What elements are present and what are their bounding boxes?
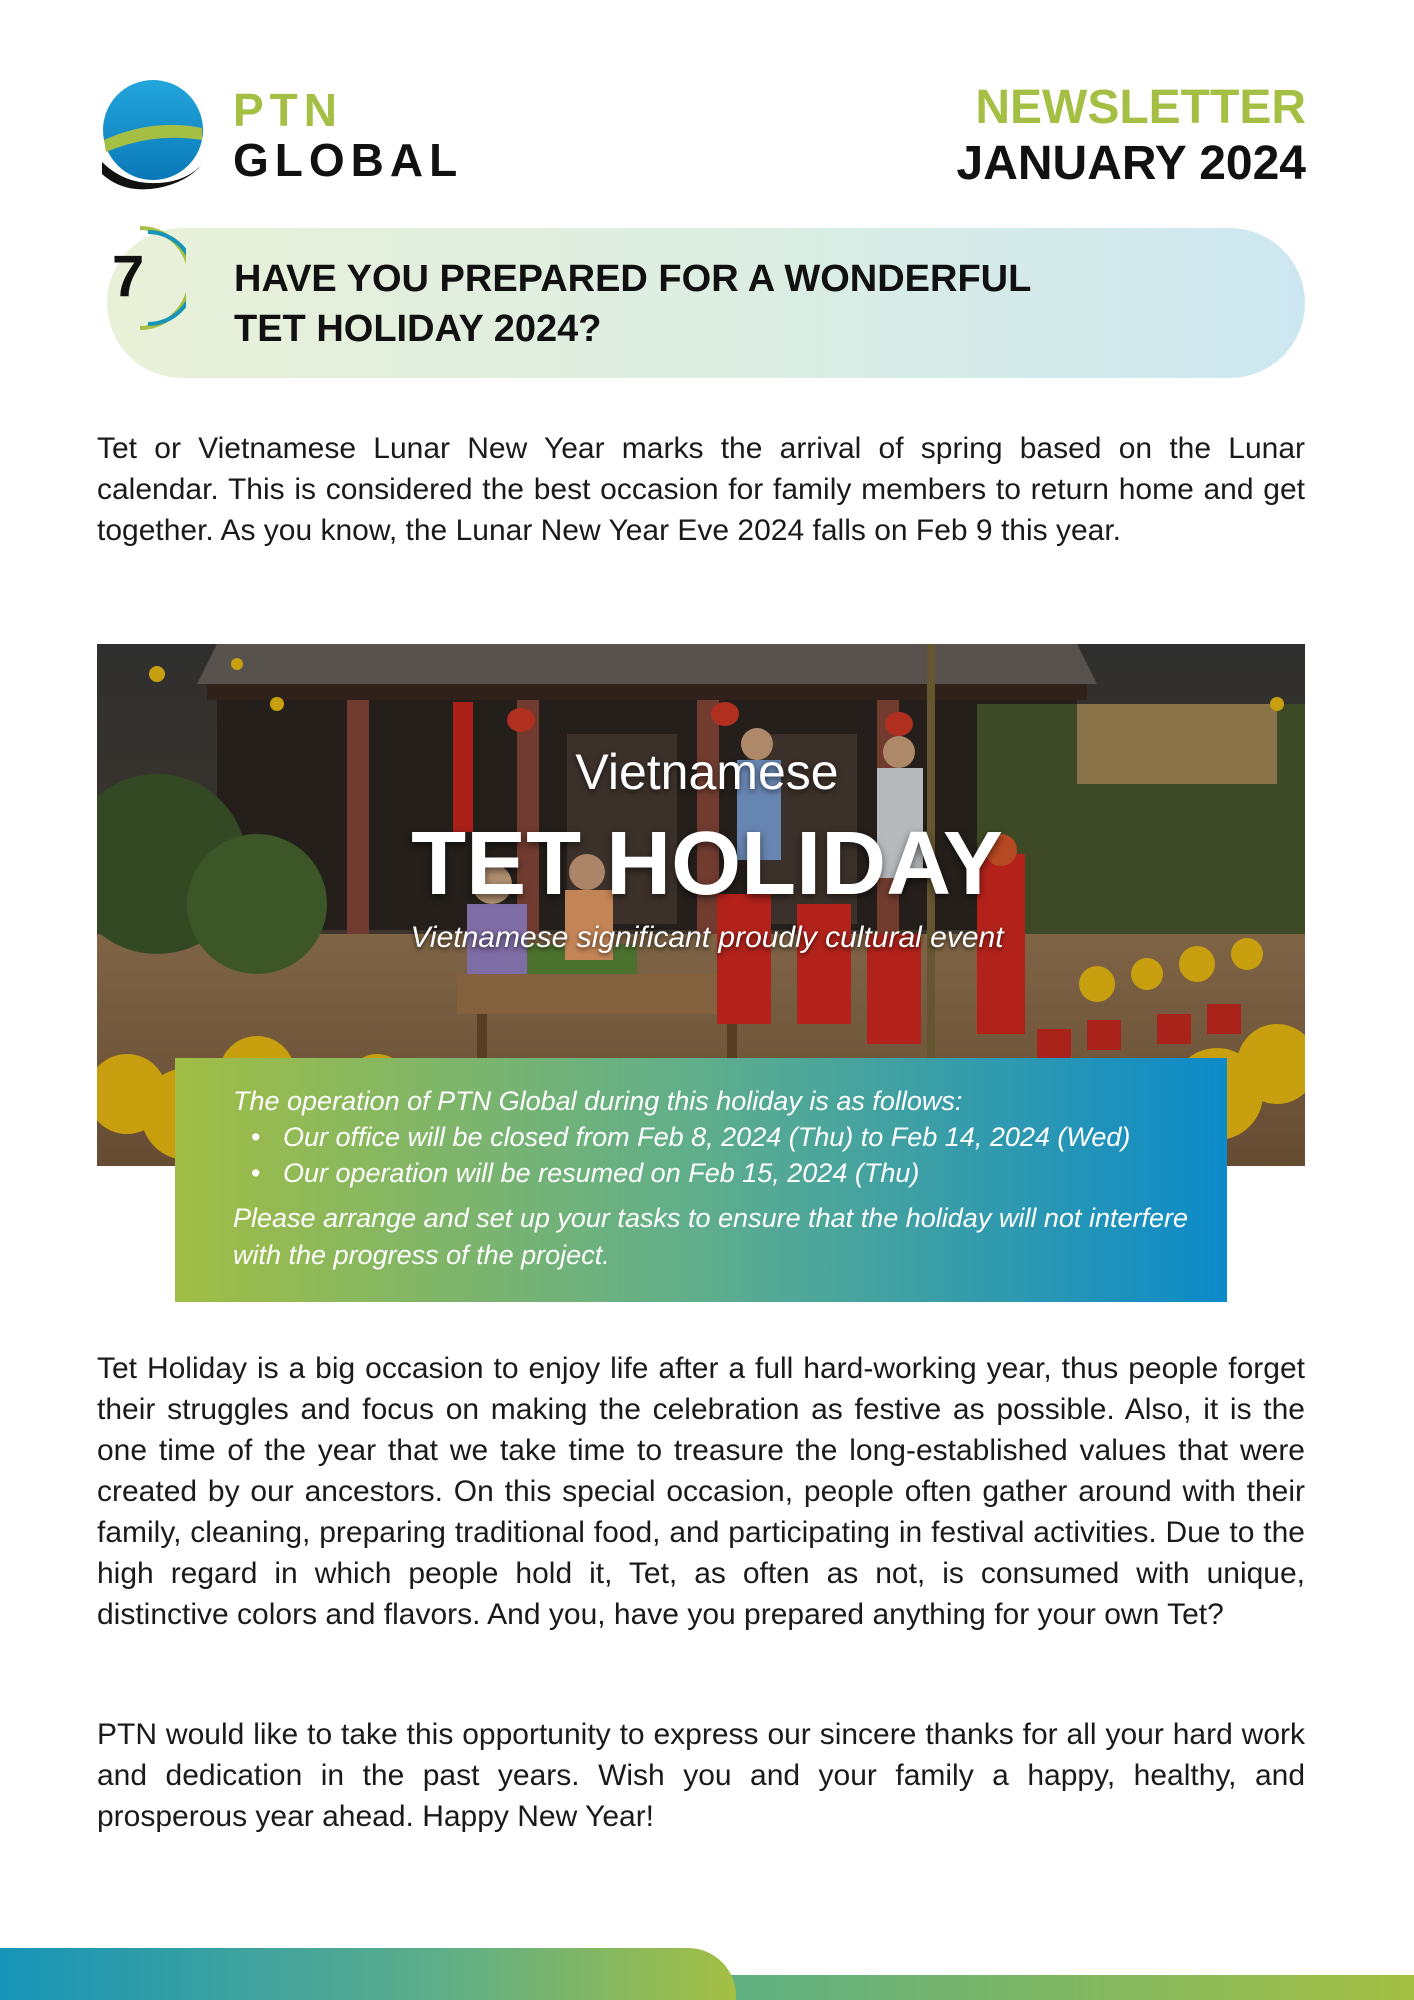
hero-subtitle: Vietnamese significant proudly cultural event: [410, 921, 1004, 954]
newsletter-date: JANUARY 2024: [956, 137, 1306, 190]
hero-kicker: Vietnamese: [575, 744, 839, 800]
body-paragraph: Tet Holiday is a big occasion to enjoy life after a full hard-working year, thus people forget their struggles and focus on making the celebration as festive as possible. Also, it is the one time of the year that we take time to treasure the long-established values that were created by our ancestors. On this special occasion, people often gather around with their family, cleaning, preparing traditional food, and participating in festival activities. Due to the high regard in which people hold it, Tet, as often as not, is consumed with unique, distinctive colors and flavors. And you, have you prepared anything for your own Tet?: [97, 1352, 1305, 1631]
section-title-line-1: HAVE YOU PREPARED FOR A WONDERFUL: [234, 258, 1032, 300]
ptn-global-logo: [98, 78, 208, 196]
footer-tab-shape: [0, 1948, 736, 2000]
brand-name-top: PTN: [233, 84, 343, 136]
section-title: [234, 254, 1134, 354]
closing-paragraph: PTN would like to take this opportunity to express our sincere thanks for all your hard work and dedication in the past years. Wish you and your family a happy, healthy, and prosperous year ahead. Happy New Year!: [97, 1718, 1305, 1833]
notice-list: [233, 1119, 1130, 1191]
newsletter-label: NEWSLETTER: [975, 81, 1306, 134]
hero-title: TET HOLIDAY: [411, 814, 1003, 914]
brand-name-bottom: GLOBAL: [233, 134, 464, 186]
notice-item-operation-resumed: • Our operation will be resumed on Feb 15, 2024 (Thu): [233, 1155, 1130, 1191]
section-number: 7: [112, 244, 145, 309]
notice-intro: The operation of PTN Global during this holiday is as follows:: [233, 1086, 963, 1116]
notice-item-office-closed: • Our office will be closed from Feb 8, 2024 (Thu) to Feb 14, 2024 (Wed): [233, 1119, 1130, 1155]
notice-note: Please arrange and set up your tasks to ensure that the holiday will not interfere with the progress of the project.: [233, 1203, 1188, 1270]
intro-paragraph: Tet or Vietnamese Lunar New Year marks the arrival of spring based on the Lunar calendar. This is considered the best occasion for family members to return home and get together. As you know, the Lunar New Year Eve 2024 falls on Feb 9 this year.: [97, 432, 1305, 547]
section-title-line-2: TET HOLIDAY 2024?: [234, 308, 602, 350]
